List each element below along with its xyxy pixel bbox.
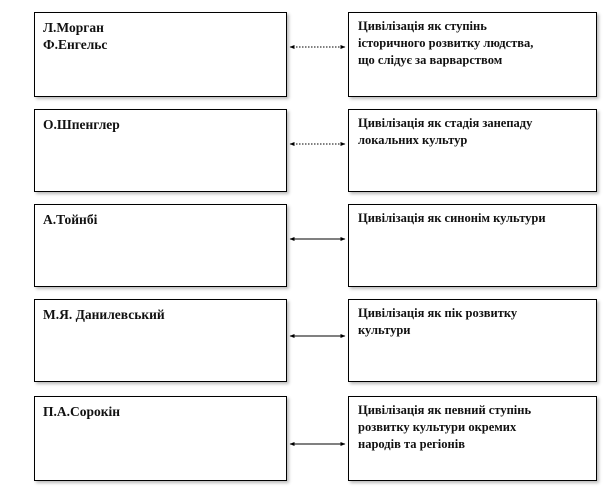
left-box-label: П.А.Сорокін xyxy=(43,404,121,419)
left-box-label: Л.Морган Ф.Енгельс xyxy=(43,20,108,52)
left-box-label: М.Я. Данилевський xyxy=(43,307,165,322)
left-box-label: А.Тойнбі xyxy=(43,212,98,227)
right-box-label: Цивілізація як пік розвитку культури xyxy=(358,306,518,337)
right-box-label: Цивілізація як синонім культури xyxy=(358,211,546,225)
right-box-label: Цивілізація як стадія занепаду локальних культур xyxy=(358,116,533,147)
left-box-label: О.Шпенглер xyxy=(43,117,120,132)
right-box-label: Цивілізація як певний ступінь розвитку культури окремих народів та регіонів xyxy=(358,403,532,451)
right-box-label: Цивілізація як ступінь історичного розвитку людства, що слідує за варварством xyxy=(358,19,534,67)
